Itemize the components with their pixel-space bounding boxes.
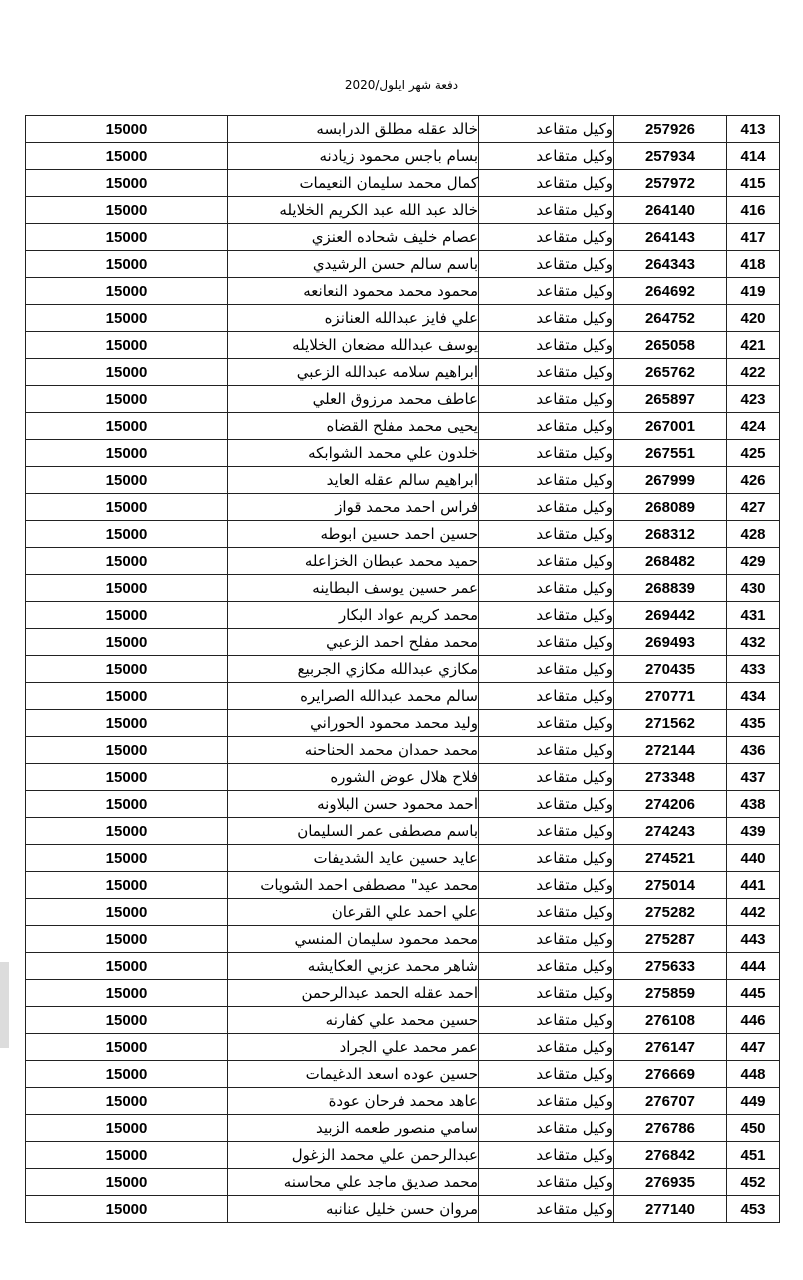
- rank-cell: وكيل متقاعد: [479, 845, 614, 872]
- id-number-cell: 268839: [614, 575, 727, 602]
- rank-cell: وكيل متقاعد: [479, 548, 614, 575]
- row-number-cell: 414: [727, 143, 780, 170]
- id-number-cell: 264752: [614, 305, 727, 332]
- table-row: [26, 629, 780, 656]
- rank-cell: وكيل متقاعد: [479, 656, 614, 683]
- name-cell: خلدون علي محمد الشوابكه: [228, 440, 479, 467]
- row-number-cell: 434: [727, 683, 780, 710]
- name-cell: حميد محمد عبطان الخزاعله: [228, 548, 479, 575]
- row-number-cell: 452: [727, 1169, 780, 1196]
- row-number-cell: 441: [727, 872, 780, 899]
- row-number-cell: 444: [727, 953, 780, 980]
- row-number-cell: 423: [727, 386, 780, 413]
- name-cell: كمال محمد سليمان النعيمات: [228, 170, 479, 197]
- amount-cell: 15000: [26, 440, 228, 467]
- amount-cell: 15000: [26, 413, 228, 440]
- table-row: [26, 737, 780, 764]
- row-number-cell: 437: [727, 764, 780, 791]
- name-cell: علي فايز عبدالله العنانزه: [228, 305, 479, 332]
- row-number-cell: 445: [727, 980, 780, 1007]
- rank-cell: وكيل متقاعد: [479, 953, 614, 980]
- amount-cell: 15000: [26, 1007, 228, 1034]
- id-number-cell: 276108: [614, 1007, 727, 1034]
- name-cell: محمد محمود سليمان المنسي: [228, 926, 479, 953]
- name-cell: مروان حسن خليل عنانبه: [228, 1196, 479, 1223]
- row-number-cell: 417: [727, 224, 780, 251]
- amount-cell: 15000: [26, 791, 228, 818]
- id-number-cell: 276669: [614, 1061, 727, 1088]
- row-number-cell: 418: [727, 251, 780, 278]
- name-cell: محمد حمدان محمد الحناحنه: [228, 737, 479, 764]
- id-number-cell: 268312: [614, 521, 727, 548]
- table-row: [26, 386, 780, 413]
- id-number-cell: 272144: [614, 737, 727, 764]
- amount-cell: 15000: [26, 602, 228, 629]
- table-row: [26, 467, 780, 494]
- id-number-cell: 265058: [614, 332, 727, 359]
- amount-cell: 15000: [26, 1034, 228, 1061]
- table-row: [26, 440, 780, 467]
- amount-cell: 15000: [26, 980, 228, 1007]
- payment-table-body: [26, 116, 780, 1223]
- name-cell: عايد حسين عايد الشديفات: [228, 845, 479, 872]
- table-row: [26, 926, 780, 953]
- name-cell: سامي منصور طعمه الزبيد: [228, 1115, 479, 1142]
- table-row: [26, 845, 780, 872]
- table-row: [26, 197, 780, 224]
- table-row: [26, 521, 780, 548]
- table-row: [26, 1088, 780, 1115]
- name-cell: محمد مفلح احمد الزعبي: [228, 629, 479, 656]
- amount-cell: 15000: [26, 305, 228, 332]
- name-cell: احمد محمود حسن البلاونه: [228, 791, 479, 818]
- table-row: [26, 1115, 780, 1142]
- row-number-cell: 415: [727, 170, 780, 197]
- rank-cell: وكيل متقاعد: [479, 521, 614, 548]
- rank-cell: وكيل متقاعد: [479, 737, 614, 764]
- amount-cell: 15000: [26, 251, 228, 278]
- table-row: [26, 143, 780, 170]
- rank-cell: وكيل متقاعد: [479, 1034, 614, 1061]
- rank-cell: وكيل متقاعد: [479, 1115, 614, 1142]
- amount-cell: 15000: [26, 1115, 228, 1142]
- rank-cell: وكيل متقاعد: [479, 332, 614, 359]
- rank-cell: وكيل متقاعد: [479, 1196, 614, 1223]
- rank-cell: وكيل متقاعد: [479, 1007, 614, 1034]
- table-row: [26, 764, 780, 791]
- table-row: [26, 413, 780, 440]
- amount-cell: 15000: [26, 899, 228, 926]
- row-number-cell: 420: [727, 305, 780, 332]
- name-cell: ابراهيم سلامه عبدالله الزعبي: [228, 359, 479, 386]
- name-cell: حسين عوده اسعد الدغيمات: [228, 1061, 479, 1088]
- page-edge-shadow: [0, 962, 9, 1048]
- rank-cell: وكيل متقاعد: [479, 710, 614, 737]
- table-row: [26, 1061, 780, 1088]
- table-row: [26, 791, 780, 818]
- rank-cell: وكيل متقاعد: [479, 1169, 614, 1196]
- id-number-cell: 270771: [614, 683, 727, 710]
- name-cell: عاطف محمد مرزوق العلي: [228, 386, 479, 413]
- id-number-cell: 275282: [614, 899, 727, 926]
- name-cell: فلاح هلال عوض الشوره: [228, 764, 479, 791]
- name-cell: بسام باجس محمود زيادنه: [228, 143, 479, 170]
- table-row: [26, 494, 780, 521]
- name-cell: احمد عقله الحمد عبدالرحمن: [228, 980, 479, 1007]
- rank-cell: وكيل متقاعد: [479, 872, 614, 899]
- rank-cell: وكيل متقاعد: [479, 980, 614, 1007]
- name-cell: يوسف عبدالله مضعان الخلايله: [228, 332, 479, 359]
- id-number-cell: 275859: [614, 980, 727, 1007]
- row-number-cell: 427: [727, 494, 780, 521]
- rank-cell: وكيل متقاعد: [479, 818, 614, 845]
- amount-cell: 15000: [26, 656, 228, 683]
- row-number-cell: 430: [727, 575, 780, 602]
- id-number-cell: 267551: [614, 440, 727, 467]
- row-number-cell: 450: [727, 1115, 780, 1142]
- table-row: [26, 575, 780, 602]
- table-row: [26, 818, 780, 845]
- id-number-cell: 264140: [614, 197, 727, 224]
- table-row: [26, 980, 780, 1007]
- name-cell: وليد محمد محمود الحوراني: [228, 710, 479, 737]
- row-number-cell: 435: [727, 710, 780, 737]
- amount-cell: 15000: [26, 278, 228, 305]
- table-row: [26, 170, 780, 197]
- table-row: [26, 1034, 780, 1061]
- id-number-cell: 265897: [614, 386, 727, 413]
- table-row: [26, 683, 780, 710]
- rank-cell: وكيل متقاعد: [479, 629, 614, 656]
- name-cell: علي احمد علي القرعان: [228, 899, 479, 926]
- table-row: [26, 656, 780, 683]
- amount-cell: 15000: [26, 710, 228, 737]
- row-number-cell: 451: [727, 1142, 780, 1169]
- id-number-cell: 274521: [614, 845, 727, 872]
- amount-cell: 15000: [26, 116, 228, 143]
- amount-cell: 15000: [26, 224, 228, 251]
- row-number-cell: 421: [727, 332, 780, 359]
- id-number-cell: 276707: [614, 1088, 727, 1115]
- rank-cell: وكيل متقاعد: [479, 1142, 614, 1169]
- rank-cell: وكيل متقاعد: [479, 278, 614, 305]
- amount-cell: 15000: [26, 629, 228, 656]
- table-row: [26, 251, 780, 278]
- id-number-cell: 269442: [614, 602, 727, 629]
- id-number-cell: 273348: [614, 764, 727, 791]
- name-cell: باسم سالم حسن الرشيدي: [228, 251, 479, 278]
- amount-cell: 15000: [26, 467, 228, 494]
- rank-cell: وكيل متقاعد: [479, 116, 614, 143]
- name-cell: محمد كريم عواد البكار: [228, 602, 479, 629]
- row-number-cell: 439: [727, 818, 780, 845]
- name-cell: باسم مصطفى عمر السليمان: [228, 818, 479, 845]
- name-cell: عمر محمد علي الجراد: [228, 1034, 479, 1061]
- id-number-cell: 275014: [614, 872, 727, 899]
- table-row: [26, 872, 780, 899]
- row-number-cell: 429: [727, 548, 780, 575]
- amount-cell: 15000: [26, 521, 228, 548]
- row-number-cell: 438: [727, 791, 780, 818]
- row-number-cell: 453: [727, 1196, 780, 1223]
- rank-cell: وكيل متقاعد: [479, 224, 614, 251]
- row-number-cell: 443: [727, 926, 780, 953]
- amount-cell: 15000: [26, 359, 228, 386]
- id-number-cell: 276147: [614, 1034, 727, 1061]
- amount-cell: 15000: [26, 872, 228, 899]
- id-number-cell: 268482: [614, 548, 727, 575]
- id-number-cell: 264692: [614, 278, 727, 305]
- id-number-cell: 275287: [614, 926, 727, 953]
- id-number-cell: 257934: [614, 143, 727, 170]
- id-number-cell: 257926: [614, 116, 727, 143]
- row-number-cell: 436: [727, 737, 780, 764]
- rank-cell: وكيل متقاعد: [479, 926, 614, 953]
- name-cell: عبدالرحمن علي محمد الزغول: [228, 1142, 479, 1169]
- amount-cell: 15000: [26, 737, 228, 764]
- row-number-cell: 428: [727, 521, 780, 548]
- amount-cell: 15000: [26, 764, 228, 791]
- amount-cell: 15000: [26, 1196, 228, 1223]
- name-cell: عصام خليف شحاده العنزي: [228, 224, 479, 251]
- table-row: [26, 278, 780, 305]
- name-cell: محمود محمد محمود النعانعه: [228, 278, 479, 305]
- table-row: [26, 899, 780, 926]
- page-title: دفعة شهر ايلول/2020: [344, 78, 459, 92]
- rank-cell: وكيل متقاعد: [479, 467, 614, 494]
- amount-cell: 15000: [26, 1169, 228, 1196]
- row-number-cell: 440: [727, 845, 780, 872]
- rank-cell: وكيل متقاعد: [479, 413, 614, 440]
- row-number-cell: 425: [727, 440, 780, 467]
- rank-cell: وكيل متقاعد: [479, 143, 614, 170]
- rank-cell: وكيل متقاعد: [479, 197, 614, 224]
- rank-cell: وكيل متقاعد: [479, 683, 614, 710]
- name-cell: حسين محمد علي كفارنه: [228, 1007, 479, 1034]
- name-cell: فراس احمد محمد قواز: [228, 494, 479, 521]
- id-number-cell: 267001: [614, 413, 727, 440]
- amount-cell: 15000: [26, 170, 228, 197]
- amount-cell: 15000: [26, 683, 228, 710]
- id-number-cell: 274206: [614, 791, 727, 818]
- table-row: [26, 305, 780, 332]
- amount-cell: 15000: [26, 953, 228, 980]
- id-number-cell: 276786: [614, 1115, 727, 1142]
- rank-cell: وكيل متقاعد: [479, 764, 614, 791]
- table-row: [26, 1007, 780, 1034]
- name-cell: خالد عبد الله عبد الكريم الخلايله: [228, 197, 479, 224]
- name-cell: عاهد محمد فرحان عودة: [228, 1088, 479, 1115]
- table-row: [26, 1142, 780, 1169]
- table-row: [26, 224, 780, 251]
- table-row: [26, 1169, 780, 1196]
- id-number-cell: 274243: [614, 818, 727, 845]
- name-cell: محمد صديق ماجد علي محاسنه: [228, 1169, 479, 1196]
- row-number-cell: 432: [727, 629, 780, 656]
- amount-cell: 15000: [26, 1061, 228, 1088]
- amount-cell: 15000: [26, 548, 228, 575]
- name-cell: شاهر محمد عزبي العكايشه: [228, 953, 479, 980]
- rank-cell: وكيل متقاعد: [479, 1061, 614, 1088]
- id-number-cell: 265762: [614, 359, 727, 386]
- rank-cell: وكيل متقاعد: [479, 305, 614, 332]
- id-number-cell: 267999: [614, 467, 727, 494]
- amount-cell: 15000: [26, 845, 228, 872]
- table-row: [26, 710, 780, 737]
- id-number-cell: 276842: [614, 1142, 727, 1169]
- id-number-cell: 257972: [614, 170, 727, 197]
- rank-cell: وكيل متقاعد: [479, 440, 614, 467]
- name-cell: محمد عيد" مصطفى احمد الشويات: [228, 872, 479, 899]
- rank-cell: وكيل متقاعد: [479, 359, 614, 386]
- rank-cell: وكيل متقاعد: [479, 575, 614, 602]
- name-cell: يحيى محمد مفلح القضاه: [228, 413, 479, 440]
- row-number-cell: 416: [727, 197, 780, 224]
- id-number-cell: 269493: [614, 629, 727, 656]
- row-number-cell: 449: [727, 1088, 780, 1115]
- row-number-cell: 447: [727, 1034, 780, 1061]
- row-number-cell: 442: [727, 899, 780, 926]
- rank-cell: وكيل متقاعد: [479, 170, 614, 197]
- amount-cell: 15000: [26, 386, 228, 413]
- amount-cell: 15000: [26, 197, 228, 224]
- row-number-cell: 448: [727, 1061, 780, 1088]
- amount-cell: 15000: [26, 575, 228, 602]
- table-row: [26, 332, 780, 359]
- rank-cell: وكيل متقاعد: [479, 251, 614, 278]
- rank-cell: وكيل متقاعد: [479, 899, 614, 926]
- rank-cell: وكيل متقاعد: [479, 791, 614, 818]
- id-number-cell: 268089: [614, 494, 727, 521]
- rank-cell: وكيل متقاعد: [479, 386, 614, 413]
- amount-cell: 15000: [26, 332, 228, 359]
- name-cell: ابراهيم سالم عقله العايد: [228, 467, 479, 494]
- payment-table: [25, 115, 780, 1223]
- rank-cell: وكيل متقاعد: [479, 1088, 614, 1115]
- id-number-cell: 275633: [614, 953, 727, 980]
- name-cell: خالد عقله مطلق الدرابسه: [228, 116, 479, 143]
- table-row: [26, 359, 780, 386]
- table-row: [26, 1196, 780, 1223]
- rank-cell: وكيل متقاعد: [479, 494, 614, 521]
- amount-cell: 15000: [26, 926, 228, 953]
- row-number-cell: 419: [727, 278, 780, 305]
- name-cell: عمر حسين يوسف البطاينه: [228, 575, 479, 602]
- row-number-cell: 424: [727, 413, 780, 440]
- amount-cell: 15000: [26, 1142, 228, 1169]
- id-number-cell: 276935: [614, 1169, 727, 1196]
- row-number-cell: 431: [727, 602, 780, 629]
- id-number-cell: 264343: [614, 251, 727, 278]
- amount-cell: 15000: [26, 1088, 228, 1115]
- row-number-cell: 433: [727, 656, 780, 683]
- id-number-cell: 264143: [614, 224, 727, 251]
- name-cell: مكازي عبدالله مكازي الجربيع: [228, 656, 479, 683]
- amount-cell: 15000: [26, 494, 228, 521]
- name-cell: حسين احمد حسين ابوطه: [228, 521, 479, 548]
- name-cell: سالم محمد عبدالله الصرايره: [228, 683, 479, 710]
- table-row: [26, 953, 780, 980]
- amount-cell: 15000: [26, 818, 228, 845]
- rank-cell: وكيل متقاعد: [479, 602, 614, 629]
- row-number-cell: 426: [727, 467, 780, 494]
- row-number-cell: 422: [727, 359, 780, 386]
- id-number-cell: 271562: [614, 710, 727, 737]
- id-number-cell: 277140: [614, 1196, 727, 1223]
- table-row: [26, 548, 780, 575]
- amount-cell: 15000: [26, 143, 228, 170]
- id-number-cell: 270435: [614, 656, 727, 683]
- row-number-cell: 413: [727, 116, 780, 143]
- table-row: [26, 116, 780, 143]
- table-row: [26, 602, 780, 629]
- row-number-cell: 446: [727, 1007, 780, 1034]
